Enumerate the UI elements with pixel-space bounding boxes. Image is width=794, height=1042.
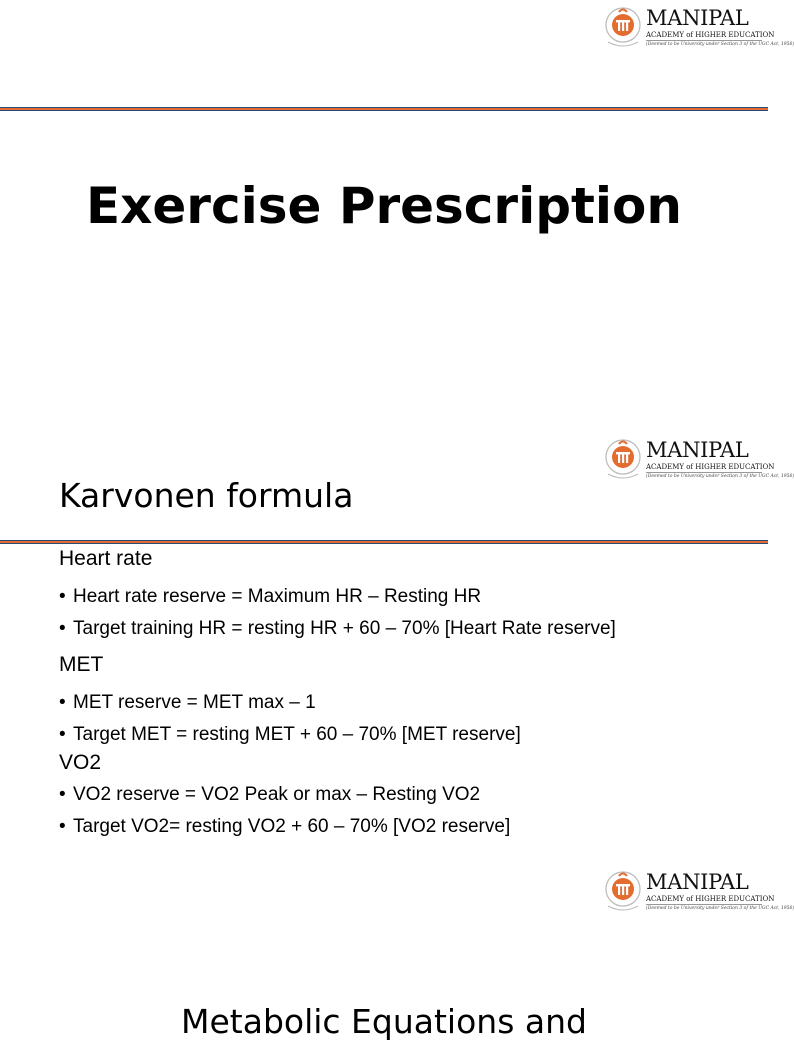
presentation-title: Exercise Prescription [85,177,683,235]
slide-title: Karvonen formula [59,476,354,515]
section-heading: VO2 [59,751,102,774]
section-met [59,650,749,748]
slide-metabolic-equations [0,864,794,1041]
header-divider [0,107,768,111]
slide-content [59,544,749,840]
manipal-crest-icon [604,6,642,52]
logo-rule [646,472,762,473]
logo-subtitle: ACADEMY of HIGHER EDUCATION [646,463,775,471]
logo-fine-print: (Deemed to be University under Section 3 of the UGC Act, 1956) [646,474,794,479]
bullet-item: • Target MET = resting MET + 60 – 70% [MET reserve] [59,722,749,748]
logo-brand: MANIPAL [646,6,749,30]
logo-rule [646,40,762,41]
bullet-item: • VO2 reserve = VO2 Peak or max – Resting VO2 [59,782,749,808]
section-heart-rate [59,544,749,642]
bullet-item: • Target training HR = resting HR + 60 – 70% [Heart Rate reserve] [59,616,749,642]
section-heading: Heart rate [59,547,153,570]
bullet-item: • Target VO2= resting VO2 + 60 – 70% [VO2 reserve] [59,814,749,840]
manipal-logo [604,870,794,916]
manipal-logo [604,438,794,484]
logo-fine-print: (Deemed to be University under Section 3 of the UGC Act, 1956) [646,906,794,911]
slide-title: Metabolic Equations and [181,1002,587,1041]
logo-brand: MANIPAL [646,870,749,894]
manipal-crest-icon [604,438,642,484]
section-vo2 [59,748,749,840]
manipal-crest-icon [604,870,642,916]
logo-brand: MANIPAL [646,438,749,462]
logo-fine-print: (Deemed to be University under Section 3 of the UGC Act, 1956) [646,42,794,47]
slide-karvonen [0,432,794,864]
bullet-item: • Heart rate reserve = Maximum HR – Resting HR [59,584,749,610]
bullet-item: • MET reserve = MET max – 1 [59,690,749,716]
slide-title-page [0,0,794,432]
manipal-logo [604,6,794,52]
logo-subtitle: ACADEMY of HIGHER EDUCATION [646,31,775,39]
logo-rule [646,904,762,905]
logo-subtitle: ACADEMY of HIGHER EDUCATION [646,895,775,903]
section-heading: MET [59,653,104,676]
